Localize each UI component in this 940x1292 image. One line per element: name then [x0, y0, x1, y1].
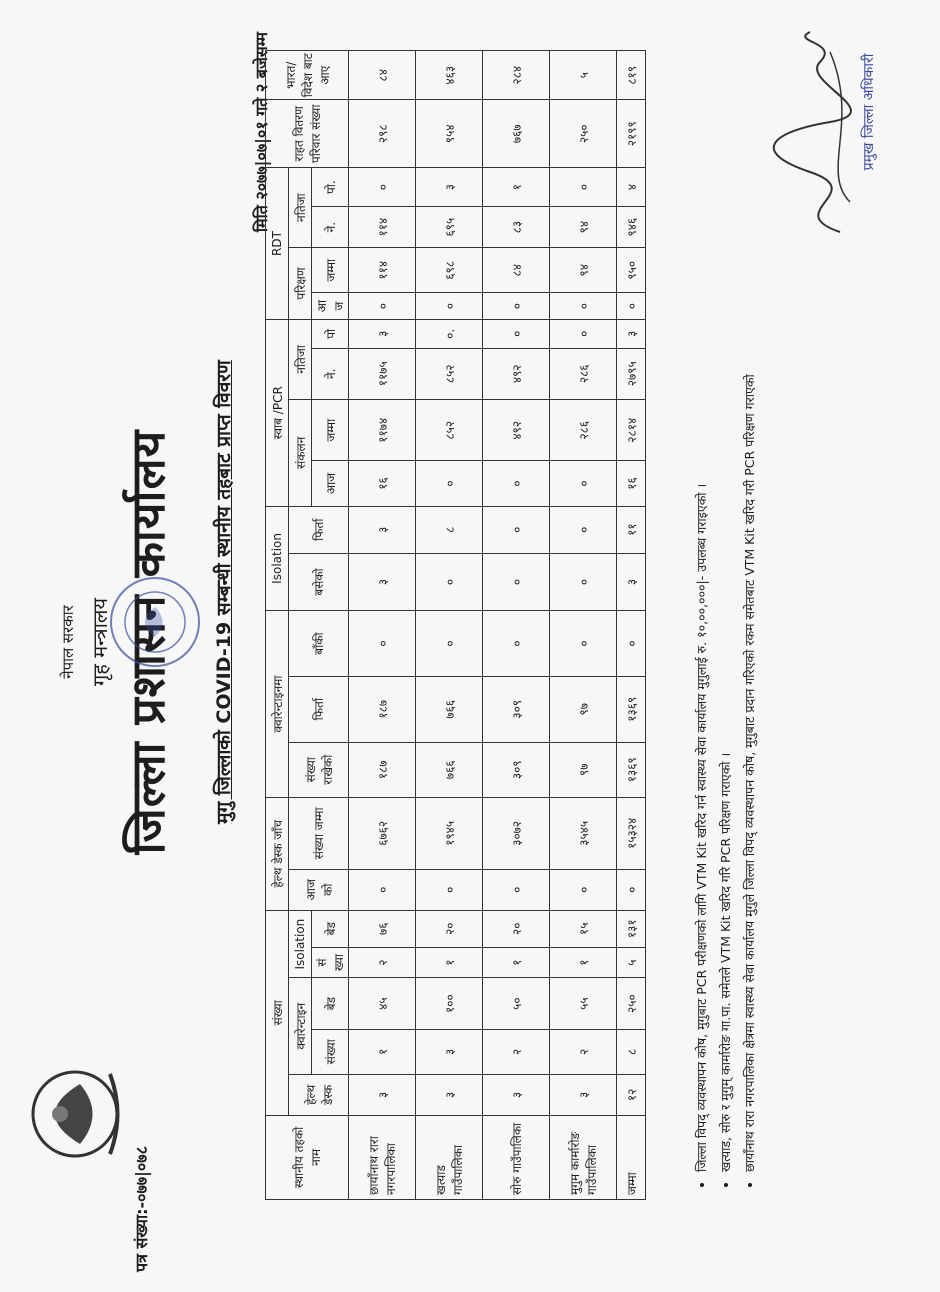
col-quarantine-stay: क्वारेन्टाइनमा	[266, 611, 289, 798]
cell: ०	[416, 293, 483, 320]
reference-number: पत्र संख्या:-०७७|०७८	[132, 1146, 151, 1272]
cell: ५५	[550, 978, 617, 1029]
cell: ०	[483, 461, 550, 506]
cell: २	[349, 947, 416, 978]
cell: ९७	[550, 676, 617, 742]
cell: ११४	[349, 207, 416, 248]
cell: ४९२	[483, 348, 550, 399]
cell: १८७	[349, 742, 416, 797]
cell: ५	[550, 51, 617, 100]
col-rdt-today: आ ज	[312, 293, 349, 320]
col-from-abroad: भारत/ विदेश बाट आए	[266, 51, 349, 100]
cell: १५	[550, 910, 617, 947]
col-q-beds: बेड	[312, 978, 349, 1029]
row-name: छायाँनाथ रारा नगरपालिका	[349, 1115, 416, 1199]
cell: ६९८	[416, 248, 483, 293]
cell: ९५०	[617, 248, 646, 293]
cell: २८६	[550, 348, 617, 399]
cell: ०	[416, 611, 483, 677]
cell: ०	[483, 611, 550, 677]
cell: ३	[349, 1074, 416, 1115]
cell: ८५२	[416, 348, 483, 399]
cell: २५०	[617, 978, 646, 1029]
cell: ४६३	[416, 51, 483, 100]
cell: ०	[617, 293, 646, 320]
note-item: • छायाँनाथ रारा नगरपालिका क्षेत्रमा स्वास्थ्य सेवा कार्यालय मुगुले जिल्ला विपद् व्यवस्थापन कोष, मुगुबाट प्रदान गरिएको रकम समेतबाट VTM Kit खरिद गरी PCR परिक्षण गराएको	[738, 42, 762, 1172]
col-test: परिक्षण	[289, 248, 312, 320]
col-remaining: बाँकी	[289, 611, 349, 677]
note-item: • खत्याड, सोरु र मुगुम् कार्मारोङ गा.पा. समेतले VTM Kit खरिद गरि PCR परिक्षण गराएको ।	[714, 42, 738, 1172]
cell: ०	[416, 869, 483, 910]
table-total-row	[617, 51, 646, 1200]
row-name: मुगुम कार्मारोङ गाउँपालिका	[550, 1115, 617, 1199]
cell: ५	[617, 947, 646, 978]
col-health-desk: हेल्थ डेस्क	[289, 1074, 349, 1115]
cell: १	[550, 947, 617, 978]
cell: ८	[617, 1029, 646, 1074]
col-rdt-total: जम्मा	[312, 248, 349, 293]
col-iso-returned: फिर्ता	[289, 506, 349, 553]
cell: १३६९	[617, 676, 646, 742]
cell: ८४	[483, 248, 550, 293]
cell: २८१४	[617, 399, 646, 461]
col-collection: संकलन	[289, 399, 312, 506]
cell: ०	[550, 293, 617, 320]
government-name: नेपाल सरकार	[59, 605, 77, 679]
notes-section	[690, 42, 762, 1192]
cell: ०	[349, 611, 416, 677]
cell: ०	[349, 168, 416, 207]
cell: ११	[617, 506, 646, 553]
col-rdt-neg: ने.	[312, 207, 349, 248]
cell: ०	[550, 461, 617, 506]
cell: ०	[550, 869, 617, 910]
cell: ०	[483, 869, 550, 910]
office-name: जिल्ला प्रशासन कार्यालय	[121, 429, 175, 855]
cell: ८	[416, 506, 483, 553]
cell: ११७५	[349, 348, 416, 399]
cell: ३५४५	[550, 797, 617, 869]
col-quarantine: क्वारेन्टाइन	[289, 978, 312, 1074]
cell: २८४	[483, 51, 550, 100]
nepal-emblem-icon	[20, 1054, 130, 1174]
col-isolation2: Isolation	[266, 506, 289, 611]
cell: ०	[349, 293, 416, 320]
cell: १	[483, 168, 550, 207]
cell: ३	[617, 553, 646, 610]
cell: ०	[550, 319, 617, 348]
table-row	[349, 51, 416, 1200]
cell: ०	[416, 553, 483, 610]
cell: १८७	[349, 676, 416, 742]
office-seal-icon	[105, 572, 205, 672]
col-rdt-result: नतिजा	[289, 168, 312, 248]
row-name: खत्याड गाउँपालिका	[416, 1115, 483, 1199]
col-q-count: संख्या	[312, 1029, 349, 1074]
cell: ०	[617, 869, 646, 910]
cell: ०	[550, 506, 617, 553]
col-today: आज को	[289, 869, 349, 910]
table-row	[416, 51, 483, 1200]
col-isolation: Isolation	[289, 910, 312, 978]
cell: ३	[349, 319, 416, 348]
cell: ०	[617, 611, 646, 677]
cell: ४९२	[483, 399, 550, 461]
table-row	[550, 51, 617, 1200]
cell: ६७६२	[349, 797, 416, 869]
signature-title	[860, 22, 878, 202]
cell: ३	[617, 319, 646, 348]
cell: १	[483, 947, 550, 978]
cell: ८३	[483, 207, 550, 248]
cell: ३०९	[483, 742, 550, 797]
cell: ११७४	[349, 399, 416, 461]
cell: २१९९	[617, 100, 646, 168]
cell: १२	[617, 1074, 646, 1115]
cell: ६९५	[416, 207, 483, 248]
col-returned: फिर्ता	[289, 676, 349, 742]
col-num-kept: संख्या राखेको	[289, 742, 349, 797]
col-sw-today: आज	[312, 461, 349, 506]
cell: ९७	[550, 742, 617, 797]
cell: ०	[483, 319, 550, 348]
col-sw-pos: पो	[312, 319, 349, 348]
col-sw-neg: ने.	[312, 348, 349, 399]
cell: ९४६	[617, 207, 646, 248]
cell: ३	[483, 1074, 550, 1115]
cell: ९४	[550, 207, 617, 248]
cell: १६	[349, 461, 416, 506]
cell: १९४५	[416, 797, 483, 869]
cell: २	[550, 1029, 617, 1074]
cell: १५३२४	[617, 797, 646, 869]
cell: १३६९	[617, 742, 646, 797]
col-result: नतिजा	[289, 319, 312, 399]
cell: ०	[483, 293, 550, 320]
cell: १	[416, 947, 483, 978]
cell: २८६	[550, 399, 617, 461]
cell: ९५४	[416, 100, 483, 168]
cell: ८५२	[416, 399, 483, 461]
col-swab-pcr: स्वाब /PCR	[266, 319, 289, 506]
cell: २९८	[349, 100, 416, 168]
col-sw-total: जम्मा	[312, 399, 349, 461]
cell: ७६६	[416, 742, 483, 797]
cell: ०	[483, 506, 550, 553]
cell: ८४	[349, 51, 416, 100]
cell: २७९५	[617, 348, 646, 399]
cell: २०	[483, 910, 550, 947]
cell: १००	[416, 978, 483, 1029]
cell: ३	[349, 506, 416, 553]
cell: १३१	[617, 910, 646, 947]
cell: ३	[416, 1029, 483, 1074]
subject-title: मुगु जिल्लाको COVID-19 सम्बन्धी स्थानीय तहबाट प्राप्त विवरण	[213, 360, 235, 824]
covid-report-table	[265, 50, 646, 1200]
cell: ९४	[550, 248, 617, 293]
total-label: जम्मा	[617, 1115, 646, 1199]
cell: ३	[550, 1074, 617, 1115]
cell: ८१९	[617, 51, 646, 100]
col-staying: बसेको	[289, 553, 349, 610]
table-row	[483, 51, 550, 1200]
cell: ०	[483, 553, 550, 610]
cell: ७६७	[483, 100, 550, 168]
cell: २	[483, 1029, 550, 1074]
cell: ०.	[416, 319, 483, 348]
row-name: सोरु गाउँपालिका	[483, 1115, 550, 1199]
cell: ३	[416, 1074, 483, 1115]
col-relief: राहत वितरण परिवार संख्या	[266, 100, 349, 168]
col-health-desk-check: हेल्थ डेस्क जाँच	[266, 797, 289, 910]
cell: ३	[349, 553, 416, 610]
col-count-total: संख्या जम्मा	[289, 797, 349, 869]
cell: ११४	[349, 248, 416, 293]
col-local-level: स्थानीय तहको नाम	[266, 1115, 349, 1199]
cell: २०	[416, 910, 483, 947]
cell: १	[349, 1029, 416, 1074]
cell: ०	[550, 611, 617, 677]
cell: २५०	[550, 100, 617, 168]
col-rdt: RDT	[266, 168, 289, 320]
cell: १६	[617, 461, 646, 506]
cell: ७६६	[416, 676, 483, 742]
cell: ३०९	[483, 676, 550, 742]
col-count: संख्या	[266, 910, 289, 1115]
cell: ०	[550, 553, 617, 610]
col-iso-count: सं ख्या	[312, 947, 349, 978]
note-item: • जिल्ला विपद् व्यवस्थापन कोष, मुगुबाट PCR परीक्षणको लागि VTM Kit खरिद गर्न स्वास्थ्य सेवा कार्यालय मुगुलाई रु. १०,००,०००|- उपलब्ध गराइएको ।	[690, 42, 714, 1172]
cell: ०	[349, 869, 416, 910]
cell: ७६	[349, 910, 416, 947]
col-rdt-pos: पो.	[312, 168, 349, 207]
report-date: मिति २०७७|०७|०१ गते २ बजेसम्म	[252, 32, 271, 233]
cell: ४	[617, 168, 646, 207]
col-iso-beds: बेड	[312, 910, 349, 947]
signature-title-line1: प्रमुख जिल्ला अधिकारी	[861, 53, 877, 171]
cell: ५०	[483, 978, 550, 1029]
cell: ३	[416, 168, 483, 207]
cell: ०	[416, 461, 483, 506]
cell: ०	[550, 168, 617, 207]
ministry-name: गृह मन्त्रालय	[88, 597, 112, 687]
cell: ३०७२	[483, 797, 550, 869]
cell: ४५	[349, 978, 416, 1029]
